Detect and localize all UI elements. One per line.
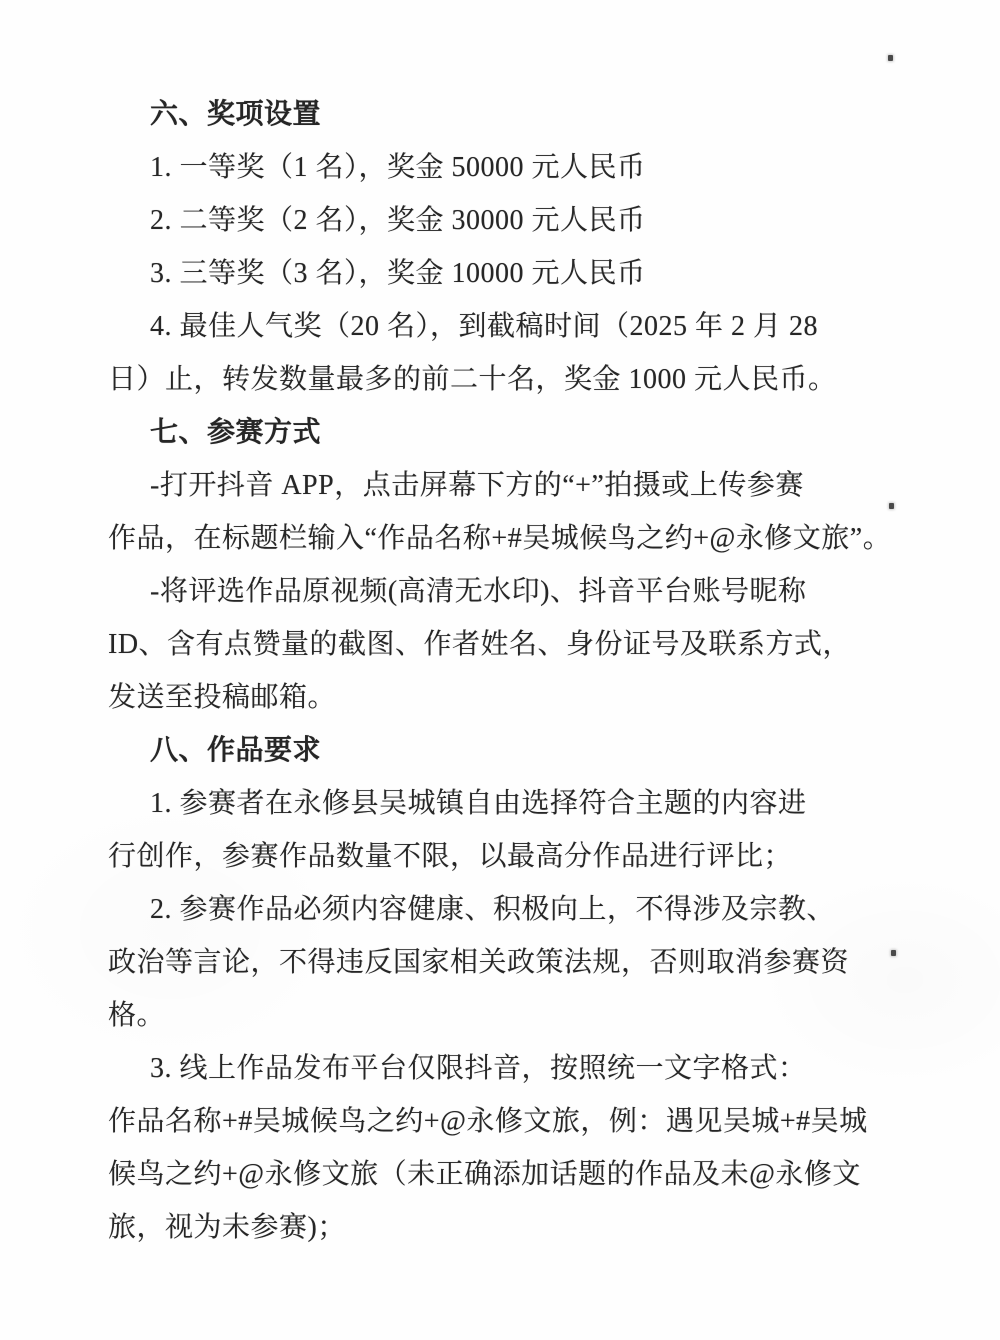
entry-method-step1-cont: 作品，在标题栏输入“作品名称+#吴城候鸟之约+@永修文旅”。 [108, 523, 892, 554]
entry-method-step2: -将评选作品原视频(高清无水印)、抖音平台账号昵称 [150, 576, 807, 607]
requirement-item-2-cont1: 政治等言论，不得违反国家相关政策法规，否则取消参赛资 [108, 947, 850, 978]
section-heading-awards: 六、奖项设置 [150, 99, 322, 130]
requirement-item-1: 1. 参赛者在永修县吴城镇自由选择符合主题的内容进 [150, 788, 807, 819]
scan-speck [889, 503, 894, 509]
award-item-third-prize: 3. 三等奖（3 名），奖金 10000 元人民币 [150, 258, 646, 289]
requirement-item-3: 3. 线上作品发布平台仅限抖音，按照统一文字格式： [150, 1053, 807, 1084]
document-body [108, 88, 920, 1254]
requirement-item-3-cont2: 候鸟之约+@永修文旅（未正确添加话题的作品及未@永修文 [108, 1159, 861, 1190]
requirement-item-3-cont1: 作品名称+#吴城候鸟之约+@永修文旅，例：遇见吴城+#吴城 [108, 1106, 868, 1137]
requirement-item-2: 2. 参赛作品必须内容健康、积极向上，不得涉及宗教、 [150, 894, 836, 925]
requirement-item-1-cont: 行创作，参赛作品数量不限，以最高分作品进行评比； [108, 841, 793, 872]
award-item-second-prize: 2. 二等奖（2 名），奖金 30000 元人民币 [150, 205, 646, 236]
entry-method-step2-cont2: 发送至投稿邮箱。 [108, 682, 337, 713]
entry-method-step2-cont1: ID、含有点赞量的截图、作者姓名、身份证号及联系方式， [108, 629, 852, 660]
requirement-item-2-cont2: 格。 [108, 1000, 166, 1031]
requirement-item-3-cont3: 旅，视为未参赛)； [108, 1212, 346, 1243]
award-item-popularity-prize-cont: 日）止，转发数量最多的前二十名，奖金 1000 元人民币。 [108, 364, 837, 395]
scan-speck [888, 55, 893, 61]
award-item-first-prize: 1. 一等奖（1 名），奖金 50000 元人民币 [150, 152, 646, 183]
section-heading-entry-method: 七、参赛方式 [150, 417, 322, 448]
award-item-popularity-prize: 4. 最佳人气奖（20 名），到截稿时间（2025 年 2 月 28 [150, 311, 819, 342]
entry-method-step1: -打开抖音 APP，点击屏幕下方的“+”拍摄或上传参赛 [150, 470, 804, 501]
scan-speck [891, 950, 896, 956]
section-heading-work-requirements: 八、作品要求 [150, 735, 322, 766]
